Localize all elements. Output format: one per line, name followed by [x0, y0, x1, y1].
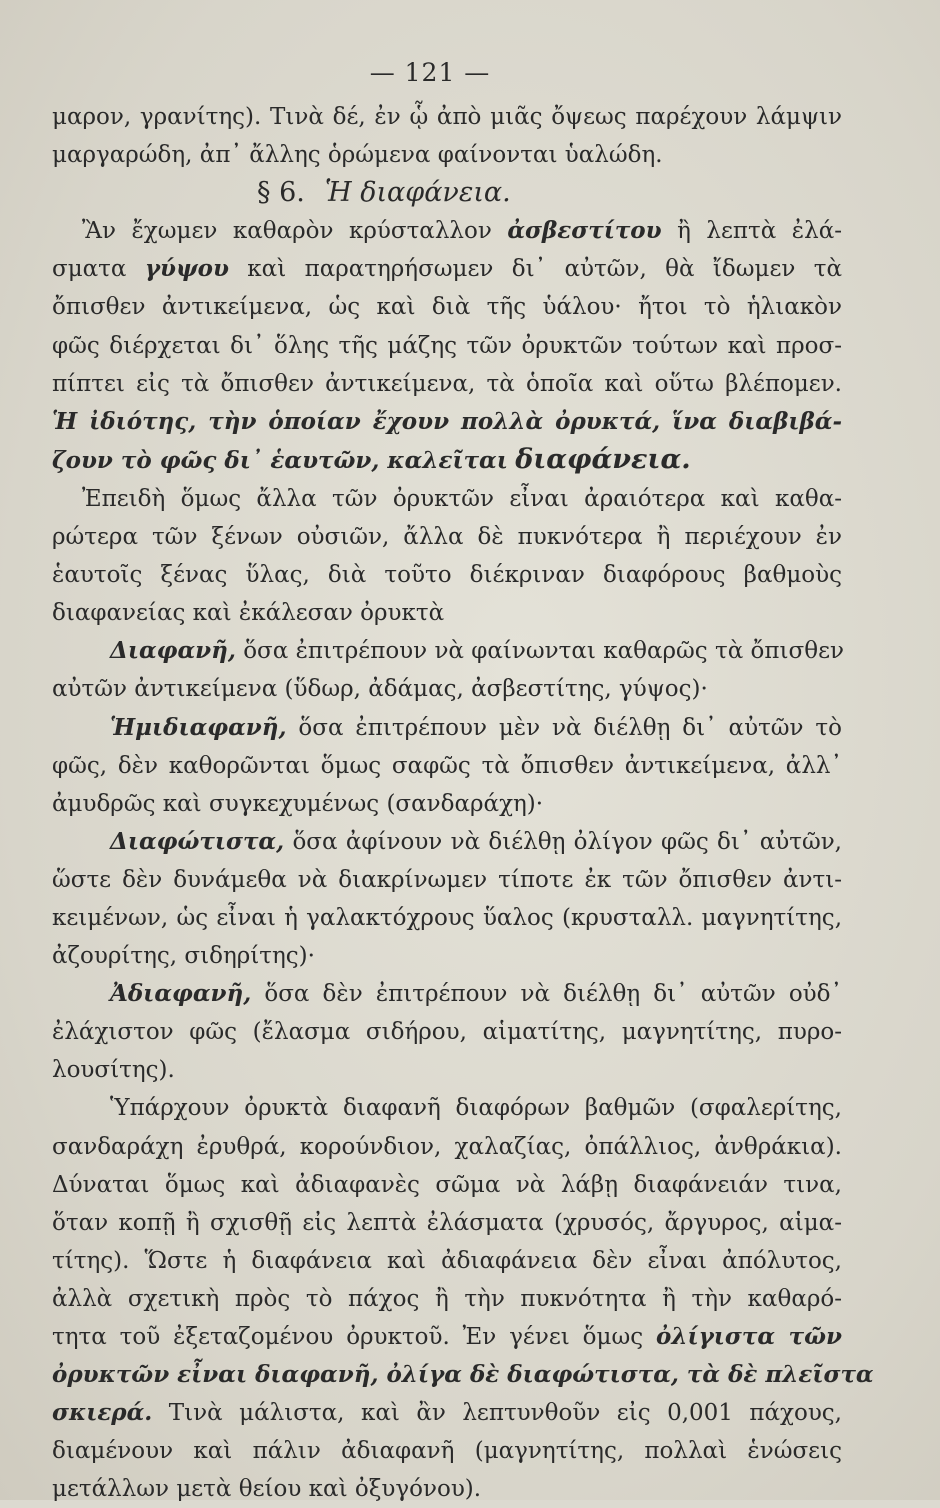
text-line: Διαφώτιστα, ὅσα ἀφίνουν νὰ διέλθῃ ὀλίγον φῶς δι᾽ αὐτῶν,: [110, 827, 842, 855]
section-number: § 6.: [257, 177, 305, 209]
term-adiafani: Ἀδιαφανῆ,: [110, 980, 252, 1008]
text-line: ὅταν κοπῇ ἢ σχισθῇ εἰς λεπτὰ ἐλάσματα (χρυσός, ἄργυρος, αἱμα-: [52, 1209, 842, 1236]
text-line: διαφανείας καὶ ἐκάλεσαν ὀρυκτὰ: [52, 600, 445, 627]
text-line: φῶς, δὲν καθορῶνται ὅμως σαφῶς τὰ ὄπισθεν ἀντικείμενα, ἀλλ᾽: [52, 752, 842, 779]
section-title: Ἡ διαφάνεια.: [324, 177, 511, 209]
text-line: Ἂν ἔχωμεν καθαρὸν κρύσταλλον ἀσβεστίτου ἢ λεπτὰ ἐλά-: [82, 217, 843, 245]
text-line: διαμένουν καὶ πάλιν ἀδιαφανῆ (μαγνητίτης, πολλαὶ ἑνώσεις: [52, 1438, 842, 1465]
term-diafaneia: διαφάνεια.: [515, 443, 691, 475]
text-line: ὀρυκτῶν εἶναι διαφανῆ, ὀλίγα δὲ διαφώτιστα, τὰ δὲ πλεῖστα: [52, 1361, 874, 1389]
text-line: μαργαρώδη, ἀπ᾽ ἄλλης ὁρώμενα φαίνονται ὑαλώδη.: [52, 142, 663, 169]
text-line: κειμένων, ὡς εἶναι ἡ γαλακτόχρους ὕαλος (κρυσταλλ. μαγνητίτης,: [52, 904, 842, 931]
text-line: ρώτερα τῶν ξένων οὐσιῶν, ἄλλα δὲ πυκνότερα ἢ περιέχουν ἐν: [52, 524, 842, 551]
text-line: Διαφανῆ, ὅσα ἐπιτρέπουν νὰ φαίνωνται καθαρῶς τὰ ὄπισθεν: [110, 637, 844, 665]
definition-line: ζουν τὸ φῶς δι᾽ ἑαυτῶν, καλεῖται διαφάνεια.: [52, 443, 691, 475]
text-line: Ἡμιδιαφανῆ, ὅσα ἐπιτρέπουν μὲν νὰ διέλθῃ δι᾽ αὐτῶν τὸ: [110, 713, 842, 741]
section-heading: [52, 174, 842, 212]
page-number: — 121 —: [369, 58, 491, 87]
text-line: αὐτῶν ἀντικείμενα (ὕδωρ, ἀδάμας, ἀσβεστίτης, γύψος)·: [52, 676, 708, 703]
text-line: ἑαυτοῖς ξένας ὕλας, διὰ τοῦτο διέκριναν διαφόρους βαθμοὺς: [52, 562, 842, 589]
text-line: ὄπισθεν ἀντικείμενα, ὡς καὶ διὰ τῆς ὑάλου· ἤτοι τὸ ἡλιακὸν: [52, 294, 842, 321]
text-line: ἐλάχιστον φῶς (ἔλασμα σιδήρου, αἱματίτης, μαγνητίτης, πυρο-: [52, 1019, 842, 1046]
text-line: ἀλλὰ σχετικὴ πρὸς τὸ πάχος ἢ τὴν πυκνότητα ἢ τὴν καθαρό-: [52, 1285, 842, 1312]
text-line: φῶς διέρχεται δι᾽ ὅλης τῆς μάζης τῶν ὀρυκτῶν τούτων καὶ προσ-: [52, 332, 842, 359]
definition-line: Ἡ ἰδιότης, τὴν ὁποίαν ἔχουν πολλὰ ὀρυκτά, ἵνα διαβιβά-: [52, 407, 842, 435]
text-line: ὥστε δὲν δυνάμεθα νὰ διακρίνωμεν τίποτε ἐκ τῶν ὄπισθεν ἀντι-: [52, 866, 842, 893]
term-diafani: Διαφανῆ,: [110, 637, 236, 665]
text-line: μετάλλων μετὰ θείου καὶ ὀξυγόνου).: [52, 1476, 482, 1503]
text-line: Ἀδιαφανῆ, ὅσα δὲν ἐπιτρέπουν νὰ διέλθῃ δι᾽ αὐτῶν οὐδ᾽: [110, 980, 842, 1008]
text-line: Ὑπάρχουν ὀρυκτὰ διαφανῆ διαφόρων βαθμῶν (σφαλερίτης,: [110, 1095, 842, 1122]
text-line: ἀζουρίτης, σιδηρίτης)·: [52, 943, 315, 970]
text-line: Δύναται ὅμως καὶ ἀδιαφανὲς σῶμα νὰ λάβῃ διαφάνειάν τινα,: [52, 1171, 842, 1198]
term-diafotista: Διαφώτιστα,: [110, 827, 285, 855]
text-line: μαρον, γρανίτης). Τινὰ δέ, ἐν ᾧ ἀπὸ μιᾶς ὄψεως παρέχουν λάμψιν: [52, 104, 842, 130]
text-line: σκιερά. Τινὰ μάλιστα, καὶ ἂν λεπτυνθοῦν εἰς 0,001 πάχους,: [52, 1399, 842, 1427]
text-line: λουσίτης).: [52, 1057, 175, 1084]
term-gypsos: γύψου: [144, 255, 229, 283]
page-body: [52, 98, 874, 1508]
term-imidiafani: Ἡμιδιαφανῆ,: [110, 713, 287, 741]
text-line: σανδαράχη ἐρυθρά, κορούνδιον, χαλαζίας, ὀπάλλιος, ἀνθράκια).: [52, 1133, 842, 1160]
text-line: τητα τοῦ ἐξεταζομένου ὀρυκτοῦ. Ἐν γένει ὅμως ὀλίγιστα τῶν: [52, 1323, 842, 1350]
term-asvestitis: ἀσβεστίτου: [507, 217, 662, 245]
text-line: Ἐπειδὴ ὅμως ἄλλα τῶν ὀρυκτῶν εἶναι ἀραιότερα καὶ καθα-: [82, 485, 842, 512]
text-line: ἀμυδρῶς καὶ συγκεχυμένως (σανδαράχη)·: [52, 790, 544, 817]
text-line: σματα γύψου καὶ παρατηρήσωμεν δι᾽ αὐτῶν, θὰ ἴδωμεν τὰ: [52, 255, 842, 283]
text-line: πίπτει εἰς τὰ ὄπισθεν ἀντικείμενα, τὰ ὁποῖα καὶ οὕτω βλέπομεν.: [52, 370, 842, 397]
text-line: τίτης). Ὥστε ἡ διαφάνεια καὶ ἀδιαφάνεια δὲν εἶναι ἀπόλυτος,: [52, 1247, 842, 1274]
